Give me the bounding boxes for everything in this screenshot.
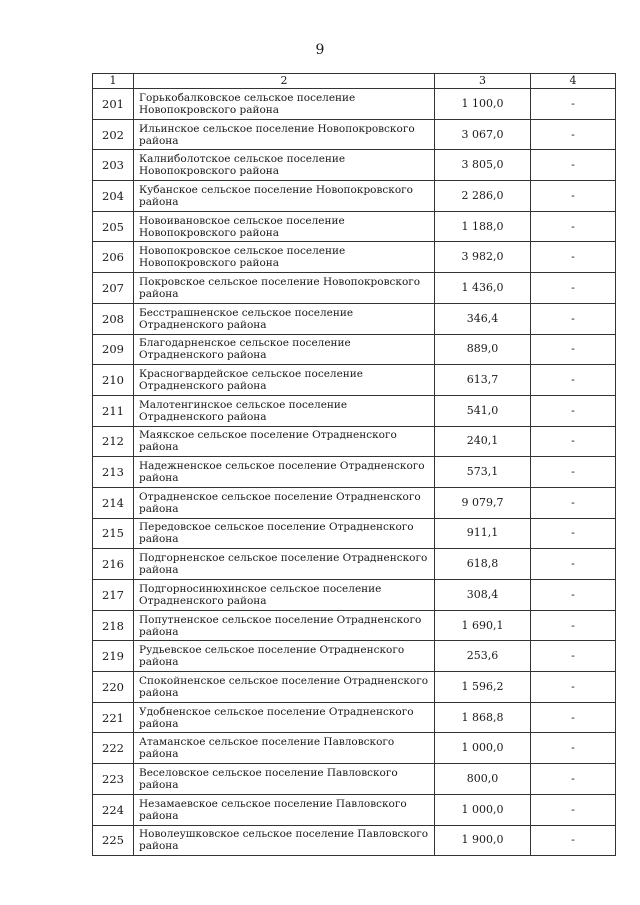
amount-value: 541,0 xyxy=(435,395,531,426)
col4-value: - xyxy=(531,549,616,580)
amount-value: 1 000,0 xyxy=(435,794,531,825)
settlement-name: Спокойненское сельское поселение Отрадненского района xyxy=(134,672,435,703)
amount-value: 240,1 xyxy=(435,426,531,457)
row-number: 207 xyxy=(93,273,134,304)
col4-value: - xyxy=(531,89,616,120)
amount-value: 1 596,2 xyxy=(435,672,531,703)
amount-value: 1 000,0 xyxy=(435,733,531,764)
row-number: 211 xyxy=(93,395,134,426)
settlement-name: Калниболотское сельское поселение Новопокровского района xyxy=(134,150,435,181)
settlement-name: Веселовское сельское поселение Павловского района xyxy=(134,764,435,795)
settlement-name: Рудьевское сельское поселение Отрадненского района xyxy=(134,641,435,672)
table-row xyxy=(93,303,616,334)
amount-value: 889,0 xyxy=(435,334,531,365)
col4-value: - xyxy=(531,580,616,611)
table-row xyxy=(93,487,616,518)
table-row xyxy=(93,426,616,457)
table-row xyxy=(93,672,616,703)
col4-value: - xyxy=(531,825,616,856)
row-number: 218 xyxy=(93,610,134,641)
amount-value: 1 188,0 xyxy=(435,211,531,242)
settlement-name: Подгорненское сельское поселение Отрадненского района xyxy=(134,549,435,580)
table-row xyxy=(93,119,616,150)
table-row xyxy=(93,825,616,856)
settlement-name: Удобненское сельское поселение Отрадненского района xyxy=(134,702,435,733)
table-row xyxy=(93,764,616,795)
amount-value: 618,8 xyxy=(435,549,531,580)
row-number: 225 xyxy=(93,825,134,856)
settlement-name: Надежненское сельское поселение Отрадненского района xyxy=(134,457,435,488)
header-col-1: 1 xyxy=(93,74,134,89)
table-row xyxy=(93,610,616,641)
col4-value: - xyxy=(531,365,616,396)
col4-value: - xyxy=(531,794,616,825)
settlement-name: Отрадненское сельское поселение Отрадненского района xyxy=(134,487,435,518)
amount-value: 613,7 xyxy=(435,365,531,396)
row-number: 212 xyxy=(93,426,134,457)
header-col-2: 2 xyxy=(134,74,435,89)
col4-value: - xyxy=(531,733,616,764)
row-number: 205 xyxy=(93,211,134,242)
amount-value: 3 067,0 xyxy=(435,119,531,150)
row-number: 213 xyxy=(93,457,134,488)
row-number: 216 xyxy=(93,549,134,580)
table-row xyxy=(93,702,616,733)
settlement-name: Новоивановское сельское поселение Новопокровского района xyxy=(134,211,435,242)
settlement-name: Попутненское сельское поселение Отрадненского района xyxy=(134,610,435,641)
row-number: 204 xyxy=(93,181,134,212)
settlement-name: Благодарненское сельское поселение Отрадненского района xyxy=(134,334,435,365)
header-col-3: 3 xyxy=(435,74,531,89)
row-number: 203 xyxy=(93,150,134,181)
table-row xyxy=(93,549,616,580)
col4-value: - xyxy=(531,672,616,703)
row-number: 210 xyxy=(93,365,134,396)
col4-value: - xyxy=(531,702,616,733)
settlement-name: Новолеушковское сельское поселение Павловского района xyxy=(134,825,435,856)
amount-value: 1 868,8 xyxy=(435,702,531,733)
table-row xyxy=(93,181,616,212)
table-row xyxy=(93,273,616,304)
settlement-name: Атаманское сельское поселение Павловского района xyxy=(134,733,435,764)
amount-value: 253,6 xyxy=(435,641,531,672)
row-number: 221 xyxy=(93,702,134,733)
row-number: 222 xyxy=(93,733,134,764)
amount-value: 1 436,0 xyxy=(435,273,531,304)
table-row xyxy=(93,580,616,611)
settlement-name: Передовское сельское поселение Отрадненского района xyxy=(134,518,435,549)
col4-value: - xyxy=(531,610,616,641)
table-row xyxy=(93,211,616,242)
settlement-name: Покровское сельское поселение Новопокровского района xyxy=(134,273,435,304)
settlement-name: Малотенгинское сельское поселение Отрадненского района xyxy=(134,395,435,426)
col4-value: - xyxy=(531,303,616,334)
amount-value: 1 690,1 xyxy=(435,610,531,641)
table-row xyxy=(93,457,616,488)
amount-value: 3 982,0 xyxy=(435,242,531,273)
col4-value: - xyxy=(531,334,616,365)
row-number: 223 xyxy=(93,764,134,795)
col4-value: - xyxy=(531,518,616,549)
amount-value: 1 900,0 xyxy=(435,825,531,856)
table-row xyxy=(93,365,616,396)
row-number: 209 xyxy=(93,334,134,365)
settlement-name: Подгорносинюхинское сельское поселение Отрадненского района xyxy=(134,580,435,611)
amount-value: 911,1 xyxy=(435,518,531,549)
settlement-name: Горькобалковское сельское поселение Новопокровского района xyxy=(134,89,435,120)
table-header-row xyxy=(93,74,616,89)
col4-value: - xyxy=(531,395,616,426)
col4-value: - xyxy=(531,242,616,273)
table-row xyxy=(93,334,616,365)
settlement-name: Незамаевское сельское поселение Павловского района xyxy=(134,794,435,825)
row-number: 202 xyxy=(93,119,134,150)
settlement-name: Новопокровское сельское поселение Новопокровского района xyxy=(134,242,435,273)
col4-value: - xyxy=(531,426,616,457)
row-number: 208 xyxy=(93,303,134,334)
row-number: 220 xyxy=(93,672,134,703)
col4-value: - xyxy=(531,211,616,242)
col4-value: - xyxy=(531,273,616,304)
amount-value: 1 100,0 xyxy=(435,89,531,120)
row-number: 201 xyxy=(93,89,134,120)
col4-value: - xyxy=(531,764,616,795)
page-number: 9 xyxy=(315,42,325,58)
col4-value: - xyxy=(531,641,616,672)
table-row xyxy=(93,641,616,672)
row-number: 215 xyxy=(93,518,134,549)
col4-value: - xyxy=(531,119,616,150)
row-number: 214 xyxy=(93,487,134,518)
header-col-4: 4 xyxy=(531,74,616,89)
table-row xyxy=(93,150,616,181)
settlement-name: Красногвардейское сельское поселение Отрадненского района xyxy=(134,365,435,396)
row-number: 224 xyxy=(93,794,134,825)
row-number: 219 xyxy=(93,641,134,672)
table-row xyxy=(93,733,616,764)
table-row xyxy=(93,89,616,120)
row-number: 217 xyxy=(93,580,134,611)
amount-value: 346,4 xyxy=(435,303,531,334)
col4-value: - xyxy=(531,487,616,518)
amount-value: 800,0 xyxy=(435,764,531,795)
settlement-name: Бесстрашненское сельское поселение Отрадненского района xyxy=(134,303,435,334)
table-row xyxy=(93,518,616,549)
settlement-name: Кубанское сельское поселение Новопокровского района xyxy=(134,181,435,212)
col4-value: - xyxy=(531,457,616,488)
amount-value: 573,1 xyxy=(435,457,531,488)
col4-value: - xyxy=(531,181,616,212)
table-row xyxy=(93,794,616,825)
amount-value: 9 079,7 xyxy=(435,487,531,518)
amount-value: 3 805,0 xyxy=(435,150,531,181)
amount-value: 2 286,0 xyxy=(435,181,531,212)
row-number: 206 xyxy=(93,242,134,273)
col4-value: - xyxy=(531,150,616,181)
amount-value: 308,4 xyxy=(435,580,531,611)
table-row xyxy=(93,242,616,273)
settlement-name: Ильинское сельское поселение Новопокровского района xyxy=(134,119,435,150)
settlement-name: Маякское сельское поселение Отрадненского района xyxy=(134,426,435,457)
settlements-table xyxy=(92,73,616,856)
table-row xyxy=(93,395,616,426)
